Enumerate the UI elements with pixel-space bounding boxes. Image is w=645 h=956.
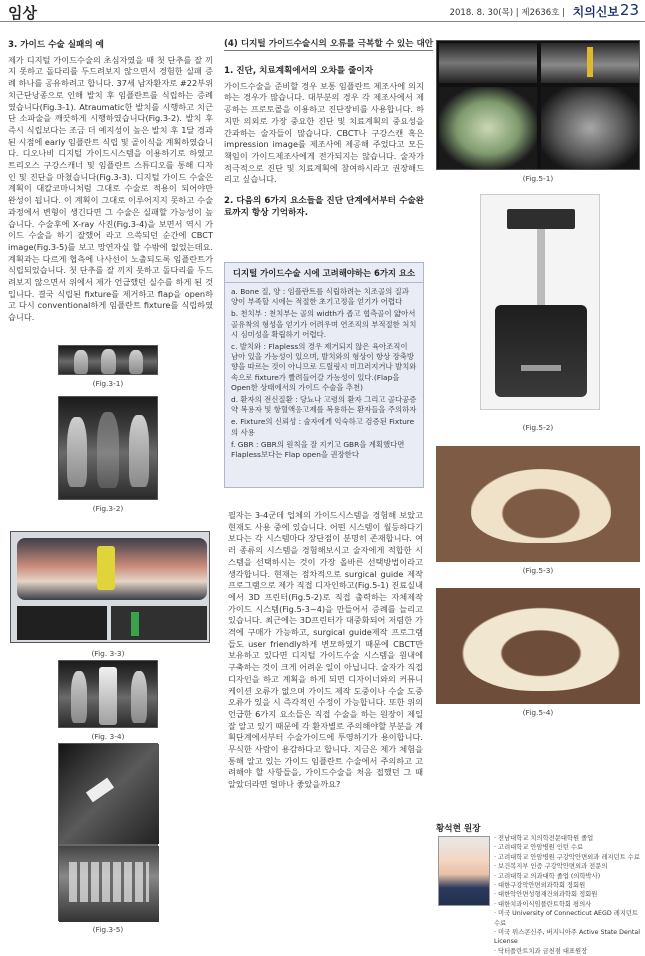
- issue-info: 2018. 8. 30(목) | 제2636호 |: [449, 8, 565, 18]
- figure-3-2: [58, 396, 158, 500]
- list-item: · 대한악안면성형재건외과학회 정회원: [494, 890, 644, 899]
- caption-fig-3-4: (Fig. 3-4): [91, 732, 125, 741]
- subsection-1-text: 가이드수술을 준비할 경우 보통 임플란트 제조사에 의지하는 경우가 많습니다. 대부분의 경우 각 제조사에서 제공하는 프로토콜을 이용하고 진단장비를 사용합니다. 하지만 의외로 가장 중요한 진단 및 치료계획의 중요성을 간과하는 술자들이 많습니다. CBCT나 구강스캔 혹은 impression image를 제조사에 제공해 주었다고 모든 책임이 가이드제조사에게 전가되지는 않습니다. 술자가 적극적으로 진단 및 치료계획에 참여하시라고 권장해드리고 싶습니다.: [224, 80, 424, 185]
- list-item: · 고려대학교 의과대학 졸업 (의학박사): [494, 872, 644, 881]
- list-item: f. GBR : GBR의 원칙을 잘 지키고 GBR을 계획했다면 Flapless보다는 Flap open을 권장한다: [231, 439, 405, 460]
- list-item: · 미국 University of Connecticut AEGD 레지던트 수료: [494, 909, 644, 928]
- caption-fig-3-5: (Fig.3-5): [92, 925, 124, 934]
- list-item: c. 발치와 : Flapless의 경우 제거되지 않은 육아조직이 남아 있을 가능성이 있으며, 발치와의 형상이 항상 장축방향을 따르는 것이 아니므로 드릴링시 미끄러지거나 발치와 속으로 fixture가 빨려들어갈 가능성이 있다.(Flap을 Open한 상태에서의 가이드 수술을 추천): [231, 342, 417, 392]
- subsection-1-title: 1. 진단, 치료계획에서의 오차를 줄이자: [224, 66, 374, 76]
- author-photo: [438, 836, 490, 906]
- figure-5-4: [436, 588, 640, 704]
- caption-fig-5-2: (Fig.5-2): [522, 423, 554, 432]
- author-bio: [494, 834, 644, 956]
- list-item: · 전남대학교 치의학전문대학원 졸업: [494, 834, 644, 843]
- six-factors-list: [225, 283, 423, 460]
- subsection-2-title: 2. 다음의 6가지 요소들을 진단 단계에서부터 수술완료까지 항상 기억하자.: [224, 196, 424, 218]
- caption-fig-3-2: (Fig.3-2): [92, 504, 124, 513]
- failure-case-title: 3. 가이드 수술 실패의 예: [8, 40, 104, 50]
- caption-fig-5-1: (Fig.5-1): [522, 174, 554, 183]
- alternatives-section-title: (4) 디지털 가이드수술시의 오류를 극복할 수 있는 대안: [224, 39, 434, 49]
- caption-fig-5-3: (Fig.5-3): [522, 566, 554, 575]
- column-2-bottom: [228, 510, 423, 791]
- list-item: · 대한구강악안면외과학회 정회원: [494, 881, 644, 890]
- six-factors-box-title: 디지털 가이드수술 시에 고려해야하는 6가지 요소: [225, 263, 423, 283]
- list-item: · 닥터플란트치과 금천점 대표원장: [494, 947, 644, 956]
- figure-3-1: [58, 345, 158, 375]
- list-item: · 고려대학교 안암병원 인턴 수료: [494, 843, 644, 852]
- failure-case-text: 제가 디지털 가이드수술의 초심자였을 때 첫 단추를 잘 끼지 못하고 돌다리를 두드려보지 않으면서 경험한 실패 증례 하나를 공유하려고 합니다. 37세 남자환자로 #22부위 치근단낭종으로 인해 발치 후 임플란트를 식립하는 증례였습니다(Fig.3-1). Atraumatic한 발치를 시행하고 치근단 소파술을 깨끗하게 시행하였습니다(Fig.3-2). 발치 후 즉시 식립보다는 조금 더 예지성이 높은 발치 후 1달 경과된 시점에 early 임플란트 식립 및 골이식을 계획하였습니다. 디오나비 디지털 가이드시스템을 이용하기로 하였고 트리오스 구강스캐너 및 임플란트 스튜디오를 통해 디자인 및 진단을 마쳤습니다(Fig.3-3). 디지털 가이드 수술은 계획이 대칼코마니처럼 그대로 수술로 적용이 되어야만 완성이 됩니다. 이 계획이 그대로 이루어지지 못하고 수술과정에서 변형이 생긴다면 그 수술은 실패할 가능성이 높습니다. 수술후에 X-ray 사진(Fig.3-4)을 보면서 역시 가이드 수술을 하기 잘했어 라고 으쓱되던 순간에 CBCT image(Fig.3-5)를 보고 망연자실 할 수밖에 없었는데요. 계획과는 다르게 협측에 나사선이 노출되도록 임플란트가 식립되었습니다. 첫 단추를 잘 끼지 못하고 돌다리를 두드려보지 않으면서 위에서 제가 언급했던 실수를 하게 된 것입니다. 결국 식립된 fixture를 제거하고 flap을 open하고 다시 conventional하게 임플란트 fixture를 식립하였습니다.: [8, 54, 213, 323]
- list-item: e. Fixture의 신뢰성 : 술자에게 익숙하고 검증된 Fixture의 사용: [231, 417, 415, 437]
- list-item: · 보건복지부 인증 구강악안면외과 전문의: [494, 862, 644, 871]
- figure-3-3: [10, 531, 210, 643]
- page-number: 23: [619, 1, 639, 19]
- list-item: · 고려대학교 안암병원 구강악안면외과 레지던트 수료: [494, 853, 644, 862]
- figure-5-2: [480, 194, 600, 410]
- list-item: d. 환자의 전신질환 : 당뇨나 고령의 환자 그리고 골다공증 약 복용자 및 항혈액응고제를 복용하는 환자들을 주의하자: [231, 395, 417, 415]
- caption-fig-3-1: (Fig.3-1): [92, 379, 124, 388]
- figure-5-3: [436, 446, 640, 562]
- page-header: [0, 0, 645, 22]
- caption-fig-3-3: (Fig. 3-3): [91, 649, 125, 658]
- list-item: b. 천치부 : 천치부는 골의 width가 좁고 협측골이 얇아서 골유착의 형성을 얻기가 어려우며 연조직의 부적절한 처치시 심미성을 확립하기 어렵다.: [231, 309, 417, 339]
- figure-3-4: [58, 660, 158, 728]
- author-name: 황석현 원장: [436, 824, 481, 834]
- list-item: · 미국 위스콘신주, 버지니아주 Active State Dental License: [494, 928, 644, 947]
- column-1: [8, 40, 213, 324]
- figure-3-5: [58, 743, 158, 921]
- guide-system-experience-text: 필자는 3-4군데 업체의 가이드시스템을 경험해 보았고 현재도 사용 중에 있습니다. 어떤 시스템이 월등하다기 보다는 각 시스템마다 장단점이 분명히 존재합니다. 여러 종류의 시스템을 경험해보시고 술자에게 적합한 시스템을 선택하시는 것이 가장 올바른 선택방법이라고 생각합니다. 현재는 점차적으로 surgical guide 제작 프로그램으로 제가 직접 디자인하고(Fig.5-1) 진료실내에서 3D 프린터(Fig.5-2)로 직접 출력하는 자체제작 가이드 시스템(Fig.5-3~4)을 만들어서 증례를 늘리고 있습니다. 최근에는 3D프린터가 대중화되어 저렴한 가격에 구매가 가능하고, surgical guide제작 프로그램들도 user friendly하게 변모하였기 때문에 CBCT만 보유하고 있다면 디지털 가이드수술 시스템을 원내에 구축하는 것이 크게 어려운 일이 아닙니다. 술자가 직접 디자인을 하고 계획을 하게 되면 디자이너와의 커뮤니케이션 오류가 없으며 가이드 제작 도중이나 수술 도중 오류가 있을 시 즉각적인 수정이 가능합니다. 또한 위의 언급한 6가지 요소들은 직접 수술을 하는 원장이 제일 잘 알고 있기 때문에 각 환자별로 주의해야할 부분을 계획단계에서부터 수술가이드에 투영하기가 용이합니다. 무식한 사람이 용감하다고 합니다. 지금은 제가 체험을 통해 알고 있는 가이드 임플란트 수술에서 주의하고 고려해야 할 사항들을, 가이드수술을 처음 접했던 그 때 알았더라면 얼마나 좋았을까요?: [228, 510, 423, 790]
- section-label: 임상: [8, 4, 37, 22]
- list-item: · 대한치과이식임플란트학회 평의사: [494, 900, 644, 909]
- list-item: a. Bone 질, 양 : 임플란트를 식립하려는 치조골의 질과 양이 부족할 시에는 적절한 초기고정을 얻기가 어렵다: [231, 287, 409, 307]
- figure-5-1: [436, 40, 640, 170]
- six-factors-box: [224, 262, 424, 488]
- column-2-top: [224, 52, 424, 222]
- caption-fig-5-4: (Fig.5-4): [522, 708, 554, 717]
- newspaper-name: 치의신보: [572, 5, 619, 19]
